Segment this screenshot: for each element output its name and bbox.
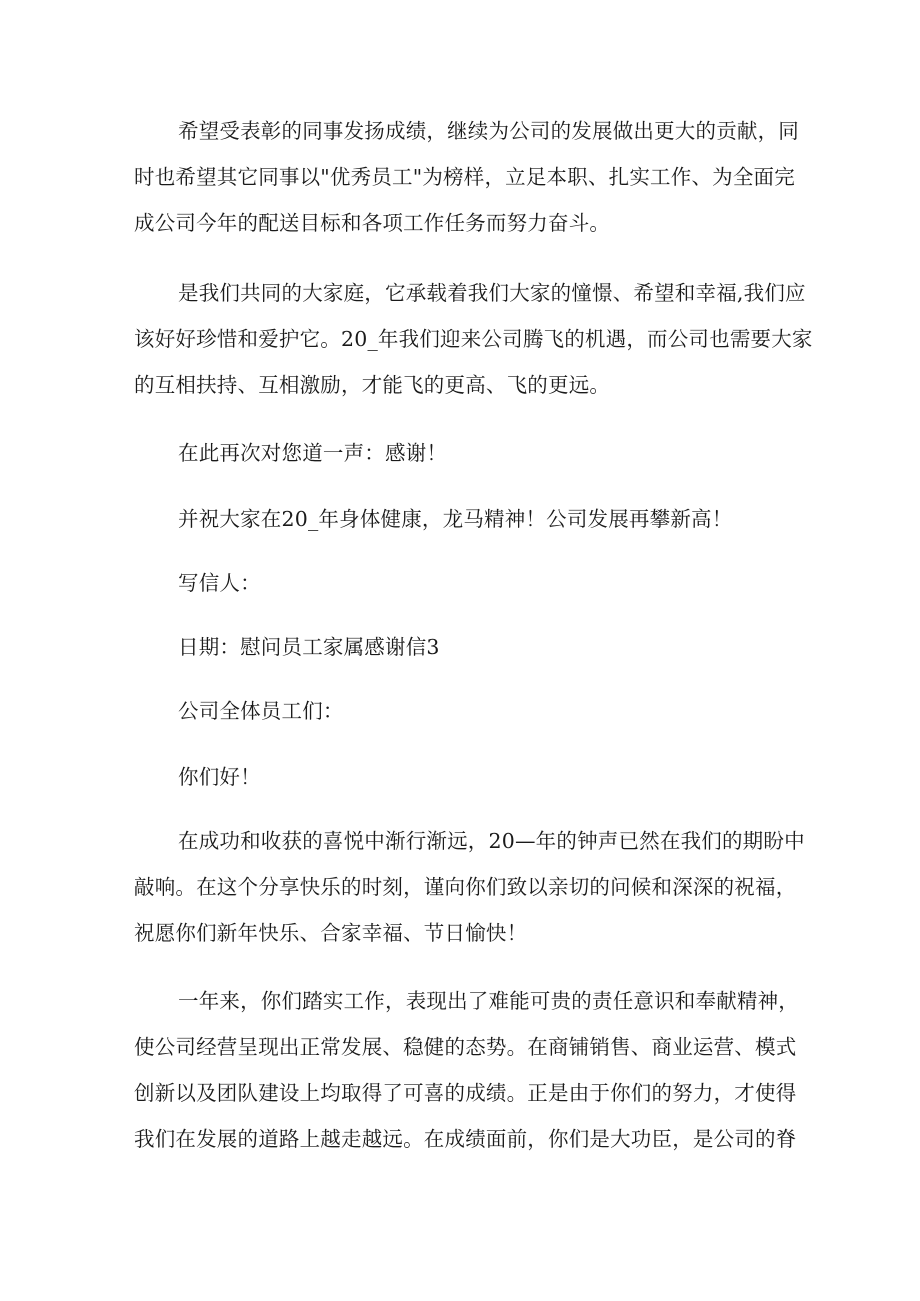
paragraph-9-line-1: 在成功和收获的喜悦中渐行渐远，20—年的钟声已然在我们的期盼中 [178,829,805,853]
writer-line: 写信人： [178,571,261,595]
paragraph-2-line-3: 的互相扶持、互相激励，才能飞的更高、飞的更远。 [134,373,611,397]
paragraph-10-line-2: 使公司经营呈现出正常发展、稳健的态势。在商铺销售、商业运营、模式 [134,1035,797,1059]
paragraph-1-line-2: 时也希望其它同事以"优秀员工"为榜样，立足本职、扎实工作、为全面完 [134,165,795,189]
salutation-line: 公司全体员工们： [178,699,344,723]
paragraph-10-line-4: 我们在发展的道路上越走越远。在成绩面前，你们是大功臣，是公司的脊 [134,1127,797,1151]
date-line: 日期：慰问员工家属感谢信3 [178,635,440,659]
paragraph-9-line-3: 祝愿你们新年快乐、合家幸福、节日愉快！ [134,921,528,945]
paragraph-2-line-2: 该好好珍惜和爱护它。20_年我们迎来公司腾飞的机遇，而公司也需要大家 [134,327,813,351]
paragraph-2-line-1: 是我们共同的大家庭，它承载着我们大家的憧憬、希望和幸福,我们应 [178,281,806,305]
paragraph-1-line-1: 希望受表彰的同事发扬成绩，继续为公司的发展做出更大的贡献，同 [178,119,799,143]
paragraph-9-line-2: 敲响。在这个分享快乐的时刻，谨向你们致以亲切的问候和深深的祝福， [134,875,797,899]
thanks-line: 在此再次对您道一声：感谢！ [178,441,448,465]
paragraph-10-line-3: 创新以及团队建设上均取得了可喜的成绩。正是由于你们的努力，才使得 [134,1081,797,1105]
greeting-line: 你们好！ [178,765,261,789]
paragraph-1-line-3: 成公司今年的配送目标和各项工作任务而努力奋斗。 [134,211,611,235]
paragraph-10-line-1: 一年来，你们踏实工作，表现出了难能可贵的责任意识和奉献精神， [178,989,799,1013]
wishes-line: 并祝大家在20_年身体健康，龙马精神！公司发展再攀新高！ [178,507,733,531]
